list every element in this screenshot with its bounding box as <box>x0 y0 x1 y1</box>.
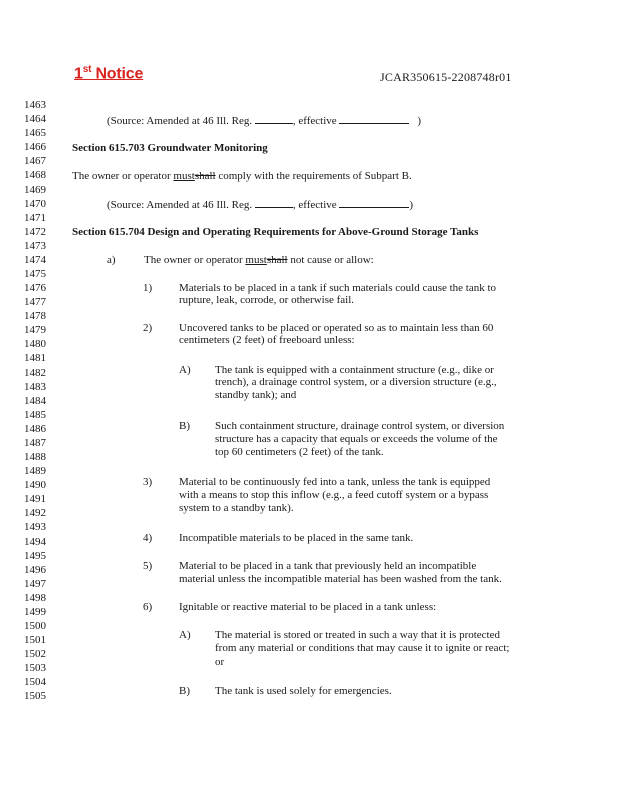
line-number: 1494 <box>24 535 46 548</box>
blank-effective <box>339 198 409 208</box>
source-note-text: (Source: Amended at 46 Ill. Reg. <box>107 199 255 211</box>
line-number: 1483 <box>24 380 46 393</box>
line-number: 1501 <box>24 634 46 646</box>
item-1-line-2: rupture, leak, corrode, or otherwise fail. <box>179 294 355 306</box>
blank-register <box>255 198 293 208</box>
notice-word: Notice <box>95 65 144 83</box>
item-2b-label: B) <box>179 420 190 432</box>
item-2a-line-1: The tank is equipped with a containment structure (e.g., dike or <box>215 364 494 376</box>
line-number: 1485 <box>24 408 46 421</box>
line-number: 1498 <box>24 591 46 604</box>
line-number: 1463 <box>24 99 46 111</box>
line-number: 1491 <box>24 493 46 506</box>
notice-superscript: st <box>82 64 92 75</box>
item-6a-line-1: The material is stored or treated in such a way that it is protected <box>215 629 500 641</box>
line-number: 1469 <box>24 183 46 196</box>
line-number: 1496 <box>24 563 46 576</box>
item-3-line-2: with a means to stop this inflow (e.g., a feed cutoff system or a bypass <box>179 489 489 501</box>
item-2a-line-3: standby tank); and <box>215 389 297 401</box>
item-a-label: a) <box>107 254 116 266</box>
item-2b-line-1: Such containment structure, drainage control system, or diversion <box>215 420 505 432</box>
paragraph-text: comply with the requirements of Subpart B. <box>215 170 412 182</box>
paragraph-text: The owner or operator <box>72 170 174 182</box>
blank-register <box>255 114 293 124</box>
line-number: 1504 <box>24 676 46 689</box>
line-number: 1476 <box>24 282 46 294</box>
line-number: 1492 <box>24 507 46 520</box>
source-note-text: (Source: Amended at 46 Ill. Reg. <box>107 115 255 127</box>
paragraph-615-703 <box>72 170 412 183</box>
line-number: 1471 <box>24 211 46 224</box>
line-number: 1495 <box>24 549 46 562</box>
line-number: 1487 <box>24 436 46 449</box>
item-1-line-1: Materials to be placed in a tank if such materials could cause the tank to <box>179 282 497 294</box>
section-heading-615-703: Section 615.703 Groundwater Monitoring <box>72 142 268 154</box>
line-number: 1479 <box>24 324 46 337</box>
item-3-line-1: Material to be continuously fed into a tank, unless the tank is equipped <box>179 476 491 488</box>
blank-effective <box>339 114 409 124</box>
paragraph-text: not cause or allow: <box>287 254 374 266</box>
item-a-text <box>144 254 374 267</box>
item-6b-line-1: The tank is used solely for emergencies. <box>215 685 392 697</box>
source-note-text: ) <box>409 199 414 211</box>
notice-heading <box>74 64 143 83</box>
line-number: 1497 <box>24 577 46 590</box>
item-2-label: 2) <box>143 322 153 334</box>
line-number: 1467 <box>24 155 46 168</box>
line-number: 1482 <box>24 366 46 379</box>
line-number: 1464 <box>24 113 46 126</box>
line-number: 1502 <box>24 648 46 661</box>
line-number: 1484 <box>24 394 46 407</box>
line-number: 1475 <box>24 268 46 280</box>
item-2a-label: A) <box>179 364 191 376</box>
source-note-text: , effective <box>292 199 340 211</box>
source-note-1 <box>107 114 421 128</box>
inserted-text: must <box>173 170 195 182</box>
line-number: 1488 <box>24 451 46 463</box>
item-3-line-3: system to a standby tank). <box>179 502 294 514</box>
item-4-label: 4) <box>143 532 153 544</box>
line-number: 1500 <box>24 620 46 632</box>
deleted-text: shall <box>194 170 216 182</box>
line-number: 1478 <box>24 310 46 323</box>
item-6b-label: B) <box>179 685 190 697</box>
line-number: 1466 <box>24 141 46 154</box>
line-number: 1480 <box>24 338 46 351</box>
line-number: 1481 <box>24 352 46 365</box>
line-number: 1493 <box>24 521 46 534</box>
item-6-line-1: Ignitable or reactive material to be placed in a tank unless: <box>179 601 437 613</box>
item-5-label: 5) <box>143 560 153 572</box>
line-number: 1468 <box>24 169 46 182</box>
section-heading-615-704: Section 615.704 Design and Operating Requirements for Above-Ground Storage Tanks <box>72 226 479 238</box>
document-id: JCAR350615-2208748r01 <box>380 70 512 84</box>
item-6a-line-2: from any material or conditions that may cause it to ignite or react; <box>215 642 510 654</box>
line-number: 1490 <box>24 479 46 492</box>
source-note-text: ) <box>417 115 422 127</box>
source-note-text: , effective <box>292 115 340 127</box>
notice-number: 1 <box>74 65 83 83</box>
line-number: 1472 <box>24 225 46 238</box>
item-2-line-1: Uncovered tanks to be placed or operated so as to maintain less than 60 <box>179 322 494 334</box>
line-number: 1473 <box>24 239 46 252</box>
item-3-label: 3) <box>143 476 153 488</box>
line-number: 1486 <box>24 422 46 435</box>
item-2a-line-2: trench), a drainage control system, or a diversion structure (e.g., <box>215 376 497 388</box>
item-5-line-1: Material to be placed in a tank that previously held an incompatible <box>179 560 477 572</box>
line-number: 1503 <box>24 662 46 675</box>
line-number: 1499 <box>24 605 46 618</box>
inserted-text: must <box>245 254 267 266</box>
item-5-line-2: material unless the incompatible material has been washed from the tank. <box>179 573 502 585</box>
line-number: 1465 <box>24 127 46 140</box>
item-2-line-2: centimeters (2 feet) of freeboard unless: <box>179 334 355 346</box>
item-2b-line-3: top 60 centimeters (2 feet) of the tank. <box>215 446 384 458</box>
item-6a-line-3: or <box>215 656 225 668</box>
item-2b-line-2: structure has a capacity that equals or exceeds the volume of the <box>215 433 498 445</box>
deleted-text: shall <box>266 254 288 266</box>
line-number: 1470 <box>24 197 46 210</box>
item-6a-label: A) <box>179 629 191 641</box>
item-1-label: 1) <box>143 282 153 294</box>
source-note-2 <box>107 198 413 212</box>
line-number: 1477 <box>24 296 46 309</box>
line-number: 1489 <box>24 465 46 478</box>
paragraph-text: The owner or operator <box>144 254 246 266</box>
item-6-label: 6) <box>143 601 153 613</box>
item-4-line-1: Incompatible materials to be placed in the same tank. <box>179 532 414 544</box>
line-number: 1505 <box>24 690 46 703</box>
line-number: 1474 <box>24 253 46 266</box>
